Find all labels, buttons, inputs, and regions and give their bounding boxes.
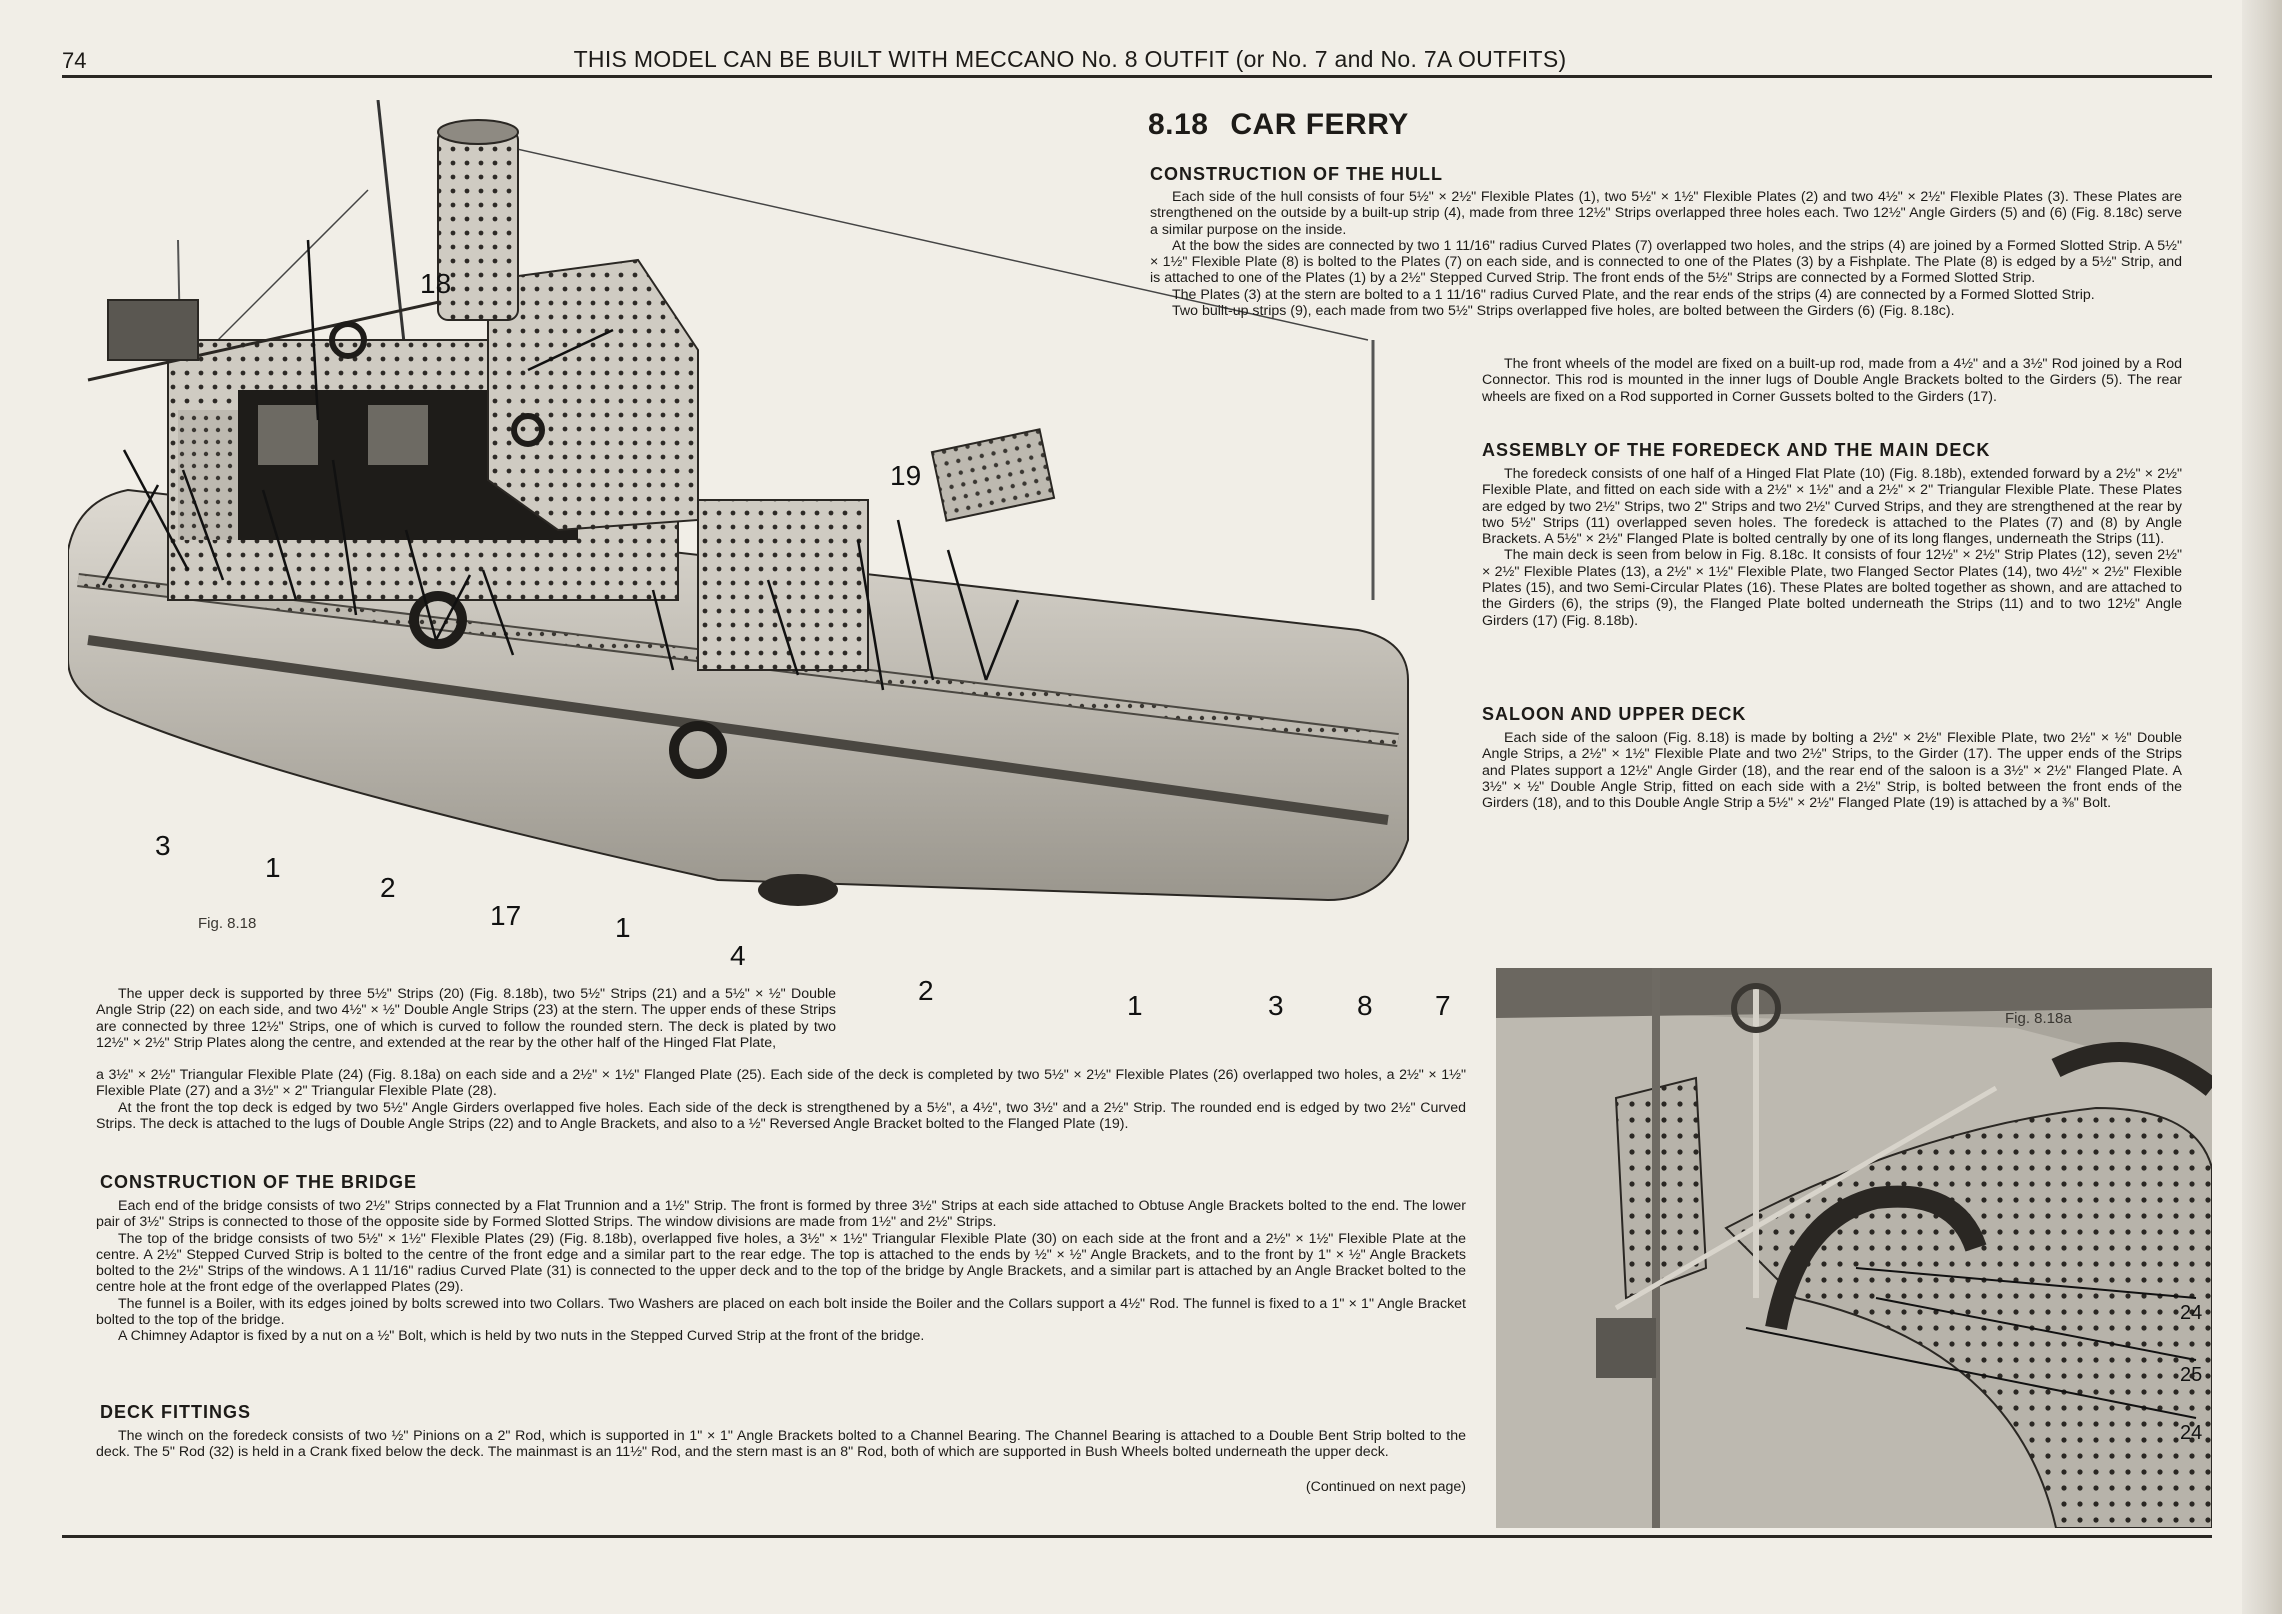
foredeck-paragraph-1: The foredeck consists of one half of a Hinged Flat Plate (10) (Fig. 8.18b), extended forward by a 2½" × 2½" Flexible Plate, and fitted on each side with a 2½" × 1½" and a 2½" × 2" Triangular Flexible Plate. These Plates are edged by two 2½" Strips, two 2" Strips and two 2½" Curved Strips, and they are strengthened at the rear by two 5½" Strips (11) overlapped seven holes. The foredeck is attached to the Plates (7) and (8) by Angle Brackets. A 5½" × 2½" Flanged Plate is bolted centrally by one of its long flanges, underneath the Strips (11).: [1482, 466, 2182, 548]
callout-1: 1: [265, 852, 281, 883]
callout-2b: 2: [918, 975, 934, 1006]
callout-18: 18: [420, 268, 452, 299]
callout-2: 2: [380, 872, 396, 903]
heading-bridge: CONSTRUCTION OF THE BRIDGE: [100, 1172, 417, 1192]
detail-figure-8-18a: [1496, 968, 2212, 1528]
page-edge-shadow: [2242, 0, 2282, 1614]
hull-paragraph-3: The Plates (3) at the stern are bolted to a 1 11/16" radius Curved Plate, and the rear ends of the strips (4) are connected by a Formed Slotted Strip.: [1172, 286, 2095, 303]
upper-deck-text-wide: [96, 1067, 1466, 1132]
model-number: 8.18: [1148, 108, 1209, 141]
heading-foredeck: ASSEMBLY OF THE FOREDECK AND THE MAIN DECK: [1482, 440, 1991, 460]
bridge-paragraph-2: The top of the bridge consists of two 5½" × 1½" Flexible Plates (29) (Fig. 8.18b), overlapped five holes, a 3½" × 1½" Triangular Flexible Plate (30) on each side at the front and a 2½" × 1½" Flexible Plate at the centre. A 2½" Stepped Curved Strip is bolted to the centre of the front edge and a similar part to the rear edge. The top is attached to the ends by ½" × ½" Angle Brackets, and to the front by 1" × ½" Angle Brackets bolted to the 2½" Strips of the windows. A 1 11/16" radius Curved Plate (31) is connected to the upper deck and to the top of the bridge by Angle Brackets, and a similar part is attached by an Angle Bracket bolted to the centre hole at the front edge of the overlapped Plates (29).: [96, 1230, 1466, 1296]
figure-label-detail: Fig. 8.18a: [2005, 1010, 2072, 1027]
callout-24b: 24: [2180, 1422, 2203, 1444]
callout-24: 24: [2180, 1302, 2203, 1324]
upper-deck-paragraph-1b: a 3½" × 2½" Triangular Flexible Plate (24) (Fig. 8.18a) on each side and a 2½" × 1½" Flanged Plate (25). Each side of the deck is completed by two 5½" × 2½" Flexible Plates (26) overlapped two holes, a 2½" × 1½" Flexible Plate (27) and a 3½" × 2" Triangular Flexible Plate (28).: [96, 1067, 1466, 1100]
callout-7: 7: [1435, 990, 1451, 1021]
callout-3b: 3: [1268, 990, 1284, 1021]
callout-25: 25: [2180, 1364, 2203, 1386]
callout-3: 3: [155, 830, 171, 861]
hull-text-top: [1150, 189, 2182, 319]
heading-saloon: SALOON AND UPPER DECK: [1482, 704, 1747, 724]
running-head: THIS MODEL CAN BE BUILT WITH MECCANO No. 8 OUTFIT (or No. 7 and No. 7A OUTFITS): [573, 46, 1567, 72]
top-rule: [62, 75, 2212, 78]
callout-19: 19: [890, 460, 922, 491]
hull-paragraph-1: Each side of the hull consists of four 5½" × 2½" Flexible Plates (1), two 5½" × 1½" Flexible Plates (2) and two 4½" × 2½" Flexible Plates (3). These Plates are strengthened on the outside by a built-up strip (4), made from three 12½" Strips overlapped three holes each. Two 12½" Angle Girders (5) and (6) (Fig. 8.18c) serve a similar purpose on the inside.: [1150, 189, 2182, 238]
callout-4: 4: [730, 940, 746, 971]
callout-17: 17: [490, 900, 522, 931]
hull-paragraph-2: At the bow the sides are connected by two 1 11/16" radius Curved Plates (7) overlapped two holes, and the strips (4) are joined by a Formed Slotted Strip. A 5½" × 1½" Flexible Plate (8) is bolted to the Plates (7) on each side, and is connected to one of the Plates (3) by a Fishplate. The Plate (8) is edged by a 5½" Strip, and is attached to one of the Plates (1) by a 2½" Stepped Curved Strip. The front ends of the 5½" Strips are connected by a Formed Slotted Strip.: [1150, 237, 2182, 287]
callout-8: 8: [1357, 990, 1373, 1021]
hull-paragraph-4a: Two built-up strips (9), each made from two 5½" Strips overlapped five holes, are bolted between the Girders (6) (Fig. 8.18c).: [1172, 303, 1955, 320]
hull-text-right: [1482, 356, 2182, 405]
upper-deck-paragraph-1a: The upper deck is supported by three 5½" Strips (20) (Fig. 8.18b), two 5½" Strips (21) and a 5½" × ½" Double Angle Strip (22) on each side, and two 4½" × ½" Double Angle Strips (23) at the stern. The upper ends of these Strips are connected by three 12½" Strips, one of which is curved to follow the rounded stern. The deck is plated by two 12½" × 2½" Strip Plates along the centre, and extended at the rear by the other half of the Hinged Flat Plate,: [96, 986, 836, 1051]
callout-1b: 1: [615, 912, 631, 943]
model-title: [1148, 108, 1409, 142]
foredeck-text: [1482, 466, 2182, 629]
heading-hull: CONSTRUCTION OF THE HULL: [1150, 164, 1443, 184]
callout-1c: 1: [1127, 990, 1143, 1021]
saloon-paragraph-1: Each side of the saloon (Fig. 8.18) is made by bolting a 2½" × 2½" Flexible Plate, two 2½" × ½" Double Angle Strips, a 2½" × 1½" Flexible Plate and two 2½" Strips, to the Girder (17). The upper ends of the Strips and Plates support a 12½" Angle Girder (18), and the rear end of the saloon is a 3½" × 2½" Flanged Plate. A 3½" × ½" Double Angle Strip, fitted on each side with a 2½" Strip, is bolted between the front ends of the Girders (18), and to this Double Angle Strip a 5½" × 2½" Flanged Plate (19) is attached by a ⅜" Bolt.: [1482, 730, 2182, 812]
bridge-text: [96, 1198, 1466, 1345]
detail-illustration: [1496, 968, 2212, 1528]
page-number: 74: [62, 48, 87, 73]
foredeck-paragraph-2: The main deck is seen from below in Fig. 8.18c. It consists of four 12½" × 2½" Strip Plates (12), seven 2½" × 2½" Flexible Plates (13), a 2½" × 1½" Flexible Plate, two Flanged Sector Plates (14), two 4½" × 2½" Flexible Plates (15), and two Semi-Circular Plates (16). These Plates are bolted together as shown, and are attached to the Girders (6), the strips (9), the Flanged Plate bolted underneath the Strips (11) and to two 12½" Angle Girders (17) (Fig. 8.18b).: [1482, 547, 2182, 629]
saloon-text: [1482, 730, 2182, 811]
model-name: CAR FERRY: [1230, 108, 1409, 141]
continued-note: (Continued on next page): [1305, 1479, 1466, 1495]
deck-fittings-paragraph-1: The winch on the foredeck consists of two ½" Pinions on a 2" Rod, which is supported in 1" × 1" Angle Brackets bolted to a Channel Bearing. The Channel Bearing is attached to a Double Bent Strip bolted to the deck. The 5" Rod (32) is held in a Crank fixed below the deck. The mainmast is an 11½" Rod, and the stern mast is an 8" Rod, both of which are supported in Bush Wheels bolted underneath the upper deck.: [96, 1428, 1466, 1461]
deck-fittings-text: [96, 1428, 1466, 1461]
bottom-rule: [62, 1535, 2212, 1538]
bridge-paragraph-1: Each end of the bridge consists of two 2½" Strips connected by a Flat Trunnion and a 1½" Strip. The front is formed by three 3½" Strips at each side attached to Obtuse Angle Brackets bolted to the end. The lower pair of 3½" Strips is connected to those of the opposite side by Formed Slotted Strips. The window divisions are made from 1½" and 2½" Strips.: [96, 1198, 1466, 1231]
bridge-paragraph-4: A Chimney Adaptor is fixed by a nut on a ½" Bolt, which is held by two nuts in the Stepped Curved Strip at the front of the bridge.: [118, 1328, 925, 1345]
bridge-paragraph-3: The funnel is a Boiler, with its edges joined by bolts screwed into two Collars. Two Washers are placed on each bolt inside the Boiler and the Collars support a 4½" Rod. The funnel is fixed to a 1" × 1" Angle Bracket bolted to the top of the bridge.: [96, 1295, 1466, 1329]
hull-paragraph-4b: The front wheels of the model are fixed on a built-up rod, made from a 4½" and a 3½" Rod joined by a Rod Connector. This rod is mounted in the inner lugs of Double Angle Brackets bolted to the Girders (5). The rear wheels are fixed on a Rod supported in Corner Gussets bolted to the Girders (17).: [1482, 356, 2182, 405]
heading-deck-fittings: DECK FITTINGS: [100, 1402, 251, 1422]
upper-deck-paragraph-2: At the front the top deck is edged by two 5½" Angle Girders overlapped five holes. Each side of the deck is strengthened by a 5½", a 4½", two 3½" and a 2½" Strip. The rounded end is edged by two 2½" Curved Strips. The deck is attached to the lugs of Double Angle Strips (22) and to Angle Brackets, and also to a ½" Reversed Angle Bracket bolted to the Flanged Plate (19).: [96, 1099, 1466, 1132]
upper-deck-text-left: [96, 986, 836, 1051]
figure-label-main: Fig. 8.18: [198, 915, 257, 932]
